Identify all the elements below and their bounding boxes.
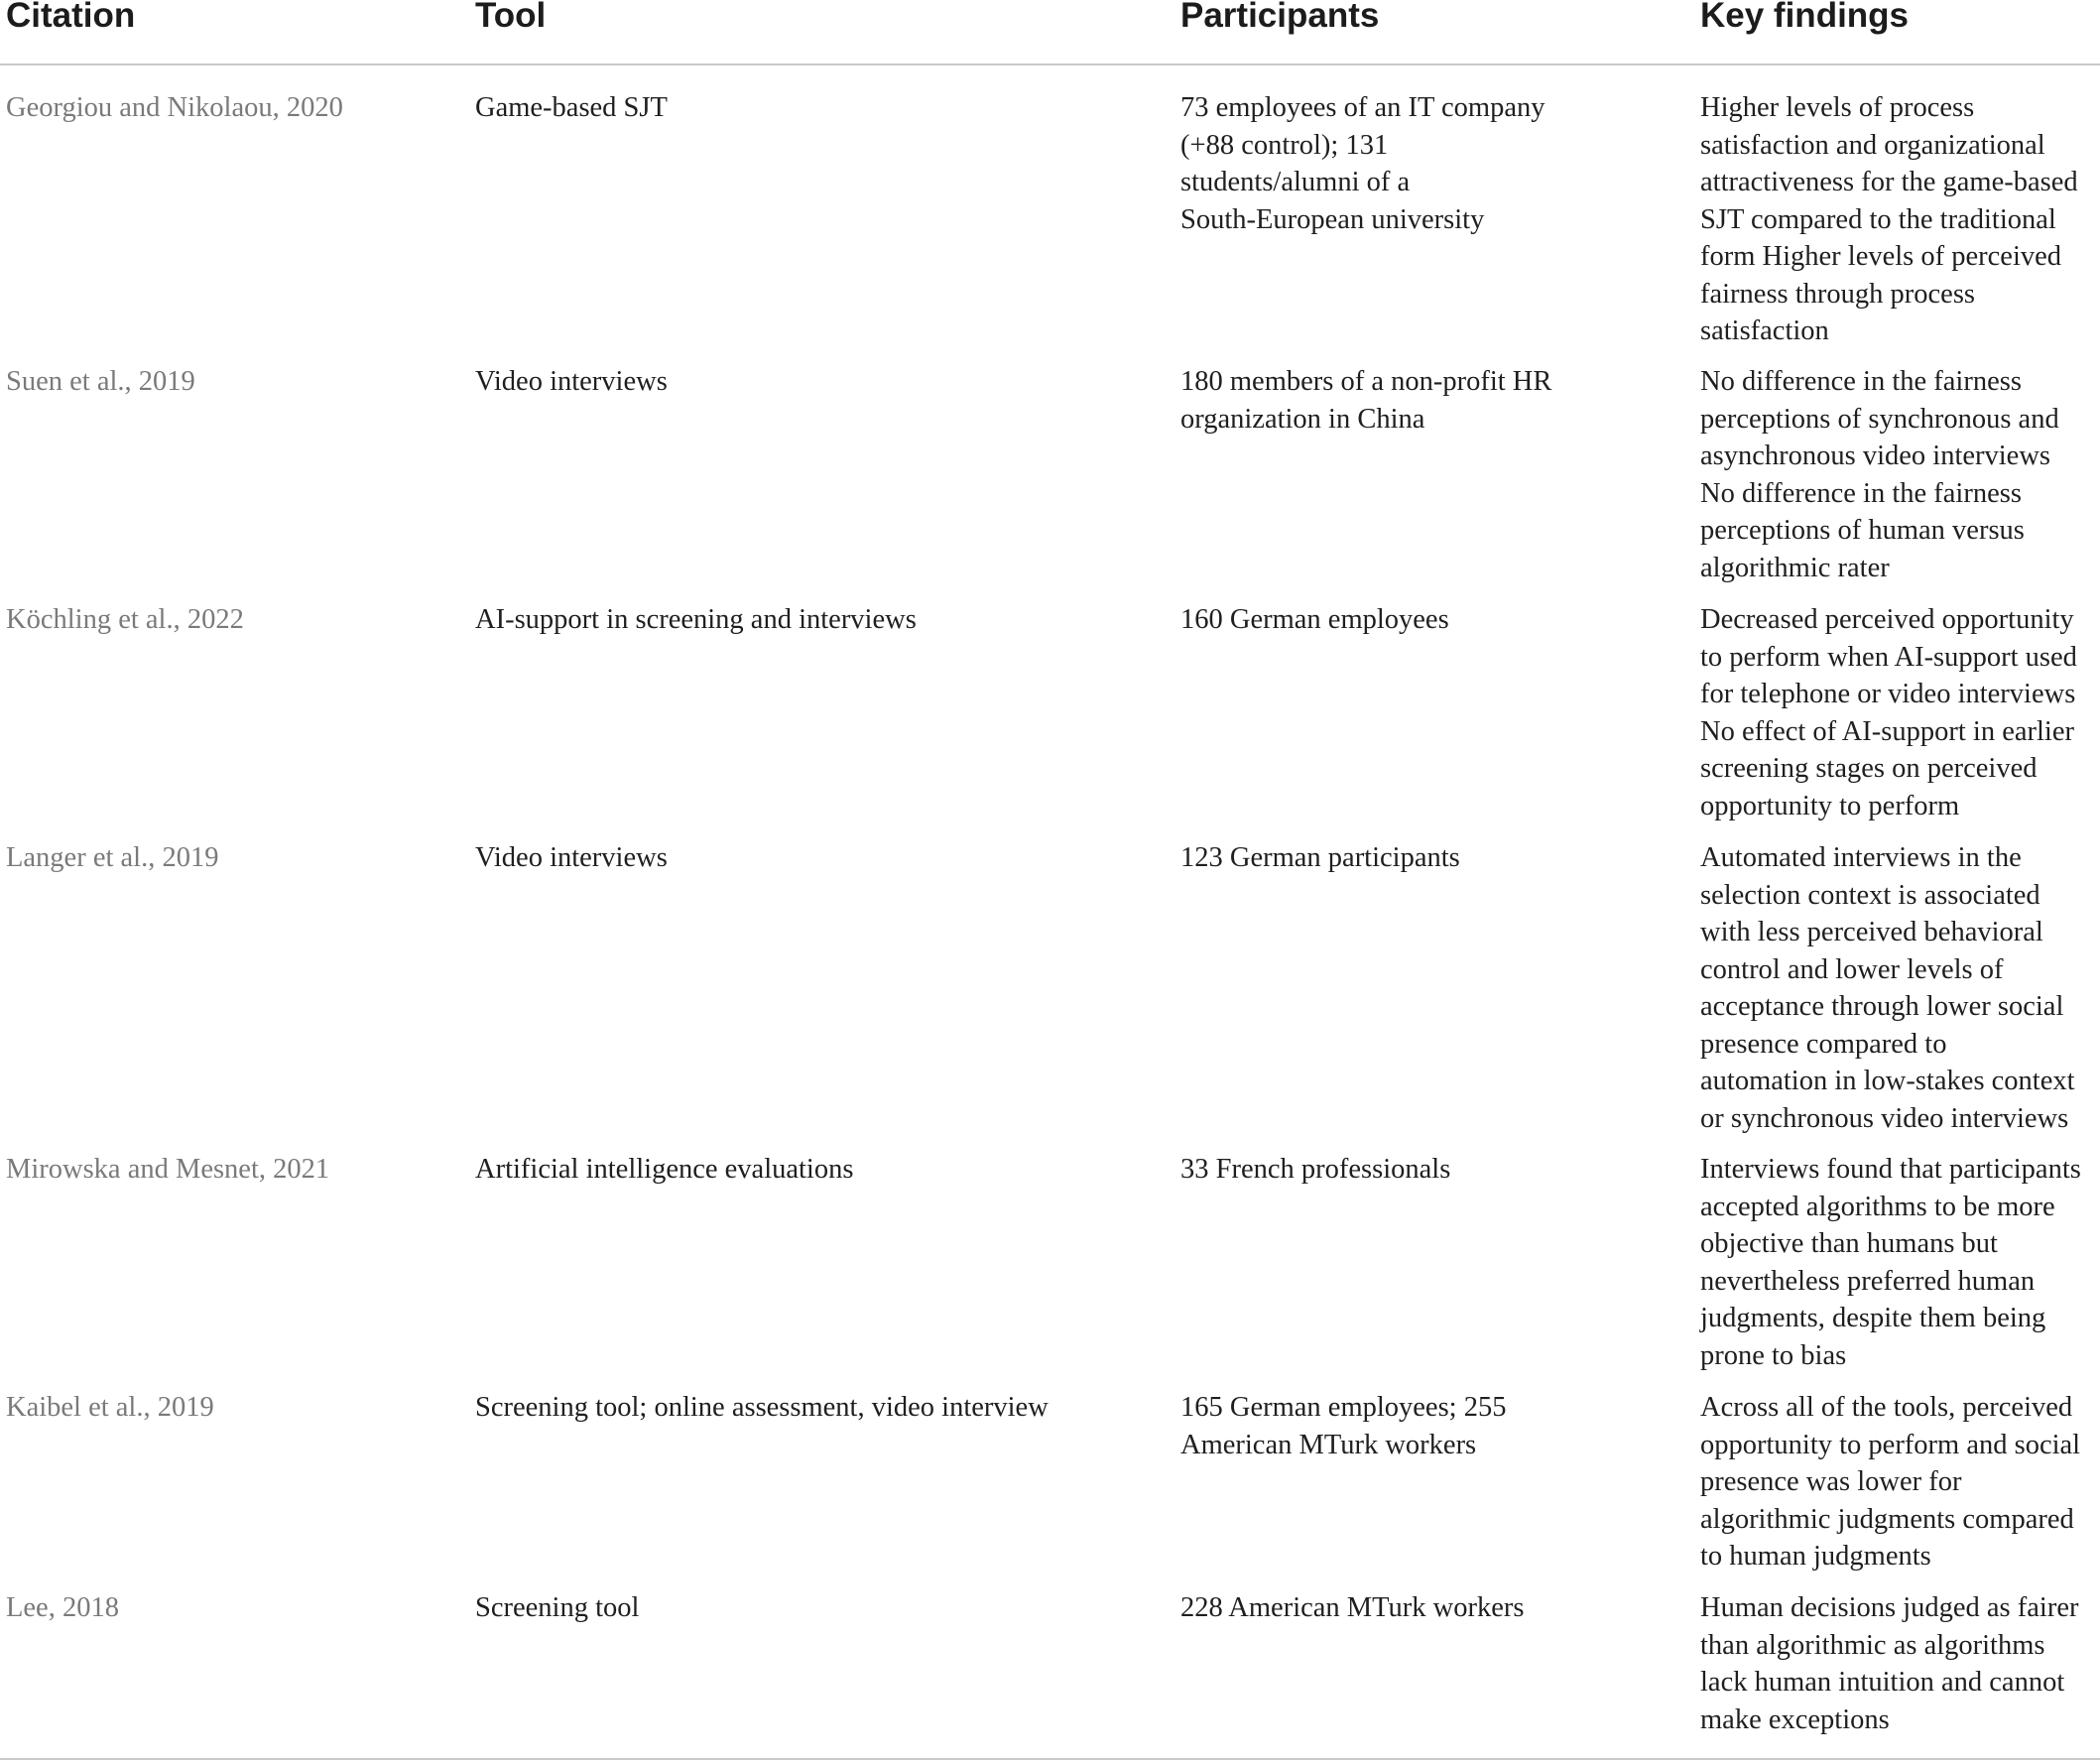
key-findings-line: opportunity to perform and social xyxy=(1700,1429,2081,1460)
tool-cell: AI-support in screening and interviews xyxy=(475,604,917,635)
participants-cell xyxy=(1180,839,1617,877)
participants-line: 160 German employees xyxy=(1180,604,1449,635)
key-findings-line: form Higher levels of perceived xyxy=(1700,241,2062,272)
participants-line: 33 French professionals xyxy=(1180,1154,1451,1185)
key-findings-line: make exceptions xyxy=(1700,1703,1890,1735)
table-header xyxy=(0,0,2100,65)
citation-cell: Köchling et al., 2022 xyxy=(6,604,244,635)
key-findings-line: Interviews found that participants xyxy=(1700,1154,2081,1185)
key-findings-line: algorithmic judgments compared xyxy=(1700,1503,2074,1535)
participants-cell xyxy=(1180,363,1617,438)
key-findings-line: or synchronous video interviews xyxy=(1700,1102,2069,1134)
participants-cell xyxy=(1180,1389,1617,1463)
citation-cell: Lee, 2018 xyxy=(6,1592,119,1623)
participants-line: 228 American MTurk workers xyxy=(1180,1592,1525,1623)
key-findings-line: automation in low-stakes context xyxy=(1700,1066,2075,1096)
participants-line: 165 German employees; 255 xyxy=(1180,1392,1507,1423)
key-findings-line: screening stages on perceived xyxy=(1700,753,2038,784)
header-tool: Tool xyxy=(475,0,547,35)
key-findings-line: presence compared to xyxy=(1700,1028,1947,1060)
key-findings-line: Decreased perceived opportunity xyxy=(1700,604,2074,635)
key-findings-line: algorithmic rater xyxy=(1700,552,1890,583)
key-findings-line: for telephone or video interviews xyxy=(1700,679,2076,709)
header-participants: Participants xyxy=(1180,0,1380,35)
participants-line: organization in China xyxy=(1180,403,1425,435)
tool-cell: Video interviews xyxy=(475,366,668,397)
key-findings-line: No effect of AI-support in earlier xyxy=(1700,715,2074,747)
participants-line: 123 German participants xyxy=(1180,842,1460,873)
tool-cell: Screening tool xyxy=(475,1592,640,1623)
key-findings-cell xyxy=(1700,1151,2097,1374)
header-key-findings: Key findings xyxy=(1700,0,1910,35)
key-findings-cell xyxy=(1700,839,2097,1137)
key-findings-cell xyxy=(1700,1589,2097,1738)
key-findings-line: attractiveness for the game-based xyxy=(1700,167,2078,197)
participants-line: 180 members of a non-profit HR xyxy=(1180,366,1552,397)
citation-cell: Mirowska and Mesnet, 2021 xyxy=(6,1154,330,1185)
key-findings-cell xyxy=(1700,89,2097,350)
participants-cell xyxy=(1180,601,1617,639)
key-findings-line: with less perceived behavioral xyxy=(1700,917,2043,947)
key-findings-line: presence was lower for xyxy=(1700,1466,1962,1497)
key-findings-line: objective than humans but xyxy=(1700,1228,1998,1259)
tool-cell: Artificial intelligence evaluations xyxy=(475,1154,854,1185)
key-findings-line: No difference in the fairness xyxy=(1700,366,2022,397)
key-findings-line: perceptions of human versus xyxy=(1700,515,2025,546)
citation-cell: Georgiou and Nikolaou, 2020 xyxy=(6,92,343,123)
key-findings-line: Higher levels of process xyxy=(1700,92,1975,123)
key-findings-cell xyxy=(1700,363,2097,586)
key-findings-line: control and lower levels of xyxy=(1700,953,2004,985)
key-findings-line: to human judgments xyxy=(1700,1541,1931,1572)
key-findings-line: No difference in the fairness xyxy=(1700,477,2022,509)
key-findings-line: to perform when AI-support used xyxy=(1700,641,2077,673)
header-citation: Citation xyxy=(6,0,136,35)
key-findings-line: opportunity to perform xyxy=(1700,790,1960,821)
citation-cell: Langer et al., 2019 xyxy=(6,842,219,873)
key-findings-line: accepted algorithms to be more xyxy=(1700,1191,2055,1222)
tool-cell: Video interviews xyxy=(475,842,668,873)
participants-cell xyxy=(1180,1589,1617,1627)
key-findings-line: than algorithmic as algorithms xyxy=(1700,1629,2045,1661)
participants-line: South-European university xyxy=(1180,203,1485,235)
participants-cell xyxy=(1180,89,1617,238)
participants-cell xyxy=(1180,1151,1617,1189)
key-findings-line: acceptance through lower social xyxy=(1700,991,2064,1022)
key-findings-line: satisfaction xyxy=(1700,315,1829,346)
key-findings-line: judgments, despite them being xyxy=(1700,1303,2046,1333)
participants-line: 73 employees of an IT company xyxy=(1180,92,1545,123)
key-findings-line: nevertheless preferred human xyxy=(1700,1265,2036,1297)
key-findings-line: prone to bias xyxy=(1700,1339,1847,1371)
key-findings-line: Human decisions judged as fairer xyxy=(1700,1592,2079,1623)
key-findings-line: Across all of the tools, perceived xyxy=(1700,1392,2073,1423)
tool-cell: Game-based SJT xyxy=(475,92,668,123)
key-findings-line: asynchronous video interviews xyxy=(1700,441,2051,471)
citation-cell: Kaibel et al., 2019 xyxy=(6,1392,214,1423)
key-findings-line: Automated interviews in the xyxy=(1700,842,2022,873)
key-findings-line: fairness through process xyxy=(1700,278,1976,310)
key-findings-line: satisfaction and organizational xyxy=(1700,129,2045,161)
participants-line: American MTurk workers xyxy=(1180,1429,1477,1460)
citation-cell: Suen et al., 2019 xyxy=(6,366,195,397)
key-findings-cell xyxy=(1700,1389,2097,1575)
table-bottom-rule xyxy=(0,1758,2100,1760)
key-findings-line: selection context is associated xyxy=(1700,879,2040,911)
key-findings-cell xyxy=(1700,601,2097,824)
participants-line: students/alumni of a xyxy=(1180,167,1411,197)
key-findings-line: SJT compared to the traditional xyxy=(1700,203,2056,235)
key-findings-line: perceptions of synchronous and xyxy=(1700,403,2059,435)
key-findings-line: lack human intuition and cannot xyxy=(1700,1667,2065,1698)
participants-line: (+88 control); 131 xyxy=(1180,129,1389,161)
tool-cell: Screening tool; online assessment, video interview xyxy=(475,1392,1049,1423)
